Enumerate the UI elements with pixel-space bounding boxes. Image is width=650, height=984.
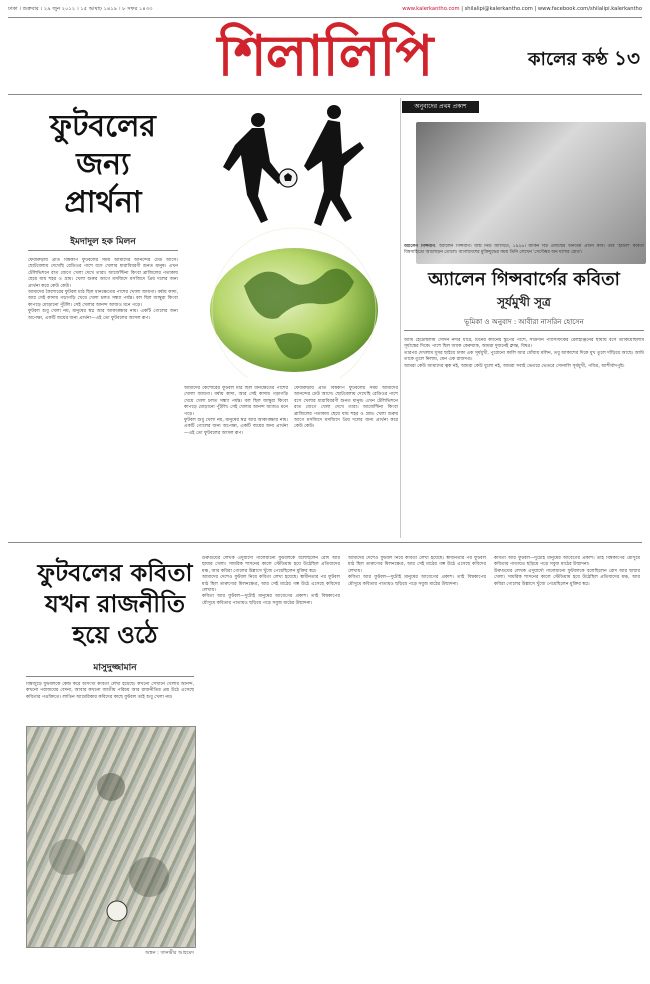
article1-paragraph: আমাদের কৈশোরের ফুটবল মাঠ ছিল ধানক্ষেতের পাশের খোলা জায়গা। বর্ষায় কাদা, আর সেই কাদায় গড়াগড়ি খেয়ে খেলা চলত সন্ধ্যা পর্যন্ত। বল ছিল জাম্বুরা কিংবা কাপড়ে মোড়ানো পুঁটলি। সেই খেলার আনন্দ আজও মনে পড়ে। — [184, 386, 288, 417]
article2-paragraph: আমরা কেউ আমাদের ত্বক নই, আমরা কেউ ধুলো নই, আমরা সবাই ভেতরে ভেতরে সোনালি সূর্যমুখী, পবিত্র, আশীর্বাদপুষ্ট। — [404, 363, 625, 369]
article3-column-1 — [202, 556, 340, 966]
article3-paragraph: উরুগুয়ের লেখক এদুয়ার্দো গালেয়ানো ফুটবলকে বলেছিলেন রোদ আর ছায়ার খেলা। সামরিক শাসনের কালে স্টেডিয়াম হয়ে উঠেছিল প্রতিবাদের মঞ্চ, আর কবিরা গোলের উল্লাসে খুঁজে পেয়েছিলেন মুক্তির স্বপ্ন। — [494, 568, 640, 587]
article1-column-1 — [28, 258, 178, 536]
article3-paragraph: বিশ্বজুড়ে ফুটবলকে কেন্দ্র করে অসংখ্য কবিতা লেখা হয়েছে। কখনো সেখানে খেলার আনন্দ, কখনো পরাজয়ের বেদনা, আবার কখনো জাতীয় পরিচয় আর রাজনীতির প্রশ্ন উঠে এসেছে কবিতার পঙক্তিতে। লাতিন আমেরিকার কবিদের কাছে ফুটবল তাই শুধু খেলা নয়। — [26, 682, 194, 700]
article3-paragraph: আমাদের দেশেও ফুটবল নিয়ে কবিতা লেখা হয়েছে। স্বাধীনতার পর ফুটবল মাঠ ছিল তারুণ্যের মিলনক্ষেত্র, আর সেই মাঠের গল্প উঠে এসেছে কবিদের লেখায়। — [202, 575, 340, 594]
section-rule — [8, 542, 642, 543]
article3-intro — [26, 682, 194, 722]
article2-bio: অ্যালেন গিন্সবার্গ. অ্যালেন গিন্সবার্গ। জন্ম নিউ জার্সিতে, ১৯২৬। মার্কিন বিট প্রজন্মের অন্যতম প্রধান কবি। তাঁর 'হাউল' কবিতা বিশ্বসাহিত্যে আলোড়ন তোলে। বাংলাদেশের মুক্তিযুদ্ধের সময় তিনি লেখেন 'সেপ্টেম্বর অন যশোর রোড'। — [404, 244, 644, 255]
image-caption: অঙ্কন : তানভীর আহমেদ — [145, 950, 194, 956]
article2-paragraph: তারপর দেখলাম ধূসর ছাইয়ে ঢাকা এক সূর্যমুখী, পুরোনো কালি আর ধোঁয়ায় মলিন, তবু আকাশের দিকে মুখ তুলে দাঁড়িয়ে আছে। আমি তাকে তুলে নিলাম, যেন এক রাজদণ্ড। — [404, 350, 644, 363]
article3-paragraph: কবিতা আর ফুটবল—দুটোই মানুষের আবেগের প্রকাশ। তাই বিশ্বকাপের মৌসুমে কবিতার পাতায়ও ছড়িয়ে পড়ে সবুজ মাঠের উন্মাদনা। — [494, 556, 640, 568]
article3-column-2 — [348, 556, 486, 966]
article3-title-line: ফুটবলের কবিতা — [37, 559, 193, 587]
article1-title-line: ফুটবলের — [50, 109, 156, 144]
article2-subtitle: সূর্যমুখী সূত্র — [497, 295, 551, 309]
article2-tag: অনুবাদের প্রথম প্রকাশ — [402, 101, 479, 113]
footballer-silhouette-right — [304, 105, 364, 226]
football-globe-illustration — [184, 96, 398, 378]
article3-paragraph: কবিতা আর ফুটবল—দুটোই মানুষের আবেগের প্রকাশ। তাই বিশ্বকাপের মৌসুমে কবিতার পাতায়ও ছড়িয়ে পড়ে সবুজ মাঠের উন্মাদনা। — [202, 594, 340, 606]
article1-rule — [28, 250, 178, 251]
article2-paragraph: আমি হেঁটেছিলাম সেদিন নদীর ধারে, টিনের ক্যানের স্তূপের পাশে, সাউদার্ন প্যাসিফিকের রেলইঞ্জিনের ছায়ায় বসে তাকিয়েছিলাম সূর্যাস্তের দিকে। পাশে ছিল জ্যাক কেরুয়াক, আমরা দুজনেই ক্লান্ত, বিষণ্ণ। — [404, 338, 644, 350]
dateline: ঢাকা । শুক্রবার । ২৯ জুন ২০১২ । ১৫ আষাঢ় ১৪১৯ । ৮ সফর ১৪৩৩ — [8, 6, 153, 12]
painting-figures — [27, 727, 195, 947]
photo-caption: অ্যালেন গিন্সবার্গ — [404, 244, 436, 249]
article1-author: ইমদাদুল হক মিলন — [70, 237, 136, 247]
article1-column-2 — [184, 386, 288, 536]
article1-paragraph: ফেবারুড়ায় প্রতি বিশ্বকাপ ফুটবলের সময় আমাদের আনন্দের ঢেউ আসে। ছোটবেলায় দেখেছি রেডিওর পাশে বসে খেলার ধারাবিবরণী শুনত মানুষ। এখন টেলিভিশনে রাত জেগে খেলা দেখে তারা। আর্জেন্টিনা কিংবা ব্রাজিলের পতাকায় ছেয়ে যায় শহর ও গ্রাম। খেলা শুরুর আগে মসজিদে মসজিদে প্রিয় দলের জন্য প্রার্থনা করে কেউ কেউ। — [28, 258, 178, 289]
article1-paragraph: আমাদের কৈশোরের ফুটবল মাঠ ছিল ধানক্ষেতের পাশের খোলা জায়গা। বর্ষায় কাদা, আর সেই কাদায় গড়াগড়ি খেয়ে খেলা চলত সন্ধ্যা পর্যন্ত। বল ছিল জাম্বুরা কিংবা কাপড়ে মোড়ানো পুঁটলি। সেই খেলার আনন্দ আজও মনে পড়ে। — [28, 290, 178, 308]
column-divider — [400, 98, 401, 538]
article3-paragraph: আমাদের দেশেও ফুটবল নিয়ে কবিতা লেখা হয়েছে। স্বাধীনতার পর ফুটবল মাঠ ছিল তারুণ্যের মিলনক্ষেত্র, আর সেই মাঠের গল্প উঠে এসেছে কবিদের লেখায়। — [348, 556, 486, 574]
article3-column-3 — [494, 556, 640, 966]
article1-column-3 — [294, 386, 398, 536]
article3-rule — [26, 676, 194, 677]
paper-name-block — [528, 44, 640, 77]
article1-title-line: প্রার্থনা — [64, 185, 142, 220]
article3-paragraph: কবিতা আর ফুটবল—দুটোই মানুষের আবেগের প্রকাশ। তাই বিশ্বকাপের মৌসুমে কবিতার পাতায়ও ছড়িয়ে পড়ে সবুজ মাঠের উন্মাদনা। — [348, 575, 486, 587]
poet-bio: অ্যালেন গিন্সবার্গ। জন্ম নিউ জার্সিতে, ১৯২৬। মার্কিন বিট প্রজন্মের অন্যতম প্রধান কবি। তাঁর 'হাউল' কবিতা বিশ্বসাহিত্যে আলোড়ন তোলে। বাংলাদেশের মুক্তিযুদ্ধের সময় তিনি লেখেন 'সেপ্টেম্বর অন যশোর রোড'। — [404, 244, 644, 255]
article3-author: মাসুদুজ্জামান — [93, 663, 137, 673]
article2-body — [404, 338, 644, 536]
article1-title-line: জন্য — [76, 147, 130, 182]
top-rule — [8, 17, 642, 18]
article1-title — [28, 108, 178, 222]
article1-paragraph: ফুটবল শুধু খেলা নয়, মানুষের স্বপ্ন আর আকাঙ্ক্ষার নাম। একটি গোলের জন্য অপেক্ষা, একটি জয়ের জন্য প্রার্থনা—এই তো ফুটবলের আসল রূপ। — [28, 309, 178, 321]
article2-rule — [404, 330, 644, 331]
top-line — [8, 4, 642, 16]
footballer-silhouette-left — [223, 113, 284, 223]
masthead-title: শিলালিপি — [217, 24, 433, 89]
article3-paragraph: উরুগুয়ের লেখক এদুয়ার্দো গালেয়ানো ফুটবলকে বলেছিলেন রোদ আর ছায়ার খেলা। সামরিক শাসনের কালে স্টেডিয়াম হয়ে উঠেছিল প্রতিবাদের মঞ্চ, আর কবিরা গোলের উল্লাসে খুঁজে পেয়েছিলেন মুক্তির স্বপ্ন। — [202, 556, 340, 574]
football-painting — [26, 726, 196, 948]
masthead-rule — [8, 94, 642, 95]
painted-ball-icon — [107, 901, 127, 921]
poet-photo — [416, 122, 646, 264]
article3-title-line: হয়ে ওঠে — [72, 621, 158, 649]
article1-paragraph: ফেবারুড়ায় প্রতি বিশ্বকাপ ফুটবলের সময় আমাদের আনন্দের ঢেউ আসে। ছোটবেলায় দেখেছি রেডিওর পাশে বসে খেলার ধারাবিবরণী শুনত মানুষ। এখন টেলিভিশনে রাত জেগে খেলা দেখে তারা। আর্জেন্টিনা কিংবা ব্রাজিলের পতাকায় ছেয়ে যায় শহর ও গ্রাম। খেলা শুরুর আগে মসজিদে মসজিদে প্রিয় দলের জন্য প্রার্থনা করে কেউ কেউ। — [294, 386, 398, 430]
article2-translator: ভূমিকা ও অনুবাদ : আবীরা নাসরিন হোসেন — [464, 318, 584, 326]
page-number: ১৩ — [614, 46, 640, 70]
article2-title: অ্যালেন গিন্সবার্গের কবিতা — [428, 269, 620, 290]
paper-name: কালের কণ্ঠ — [528, 49, 608, 70]
site-links: www.kalerkantho.com | shilalipi@kalerkantho.com | www.facebook.com/shilalipi.kalerkantho — [402, 6, 642, 12]
email-facebook-links[interactable]: shilalipi@kalerkantho.com | www.facebook.com/shilalipi.kalerkantho — [464, 6, 642, 12]
article1-paragraph: ফুটবল শুধু খেলা নয়, মানুষের স্বপ্ন আর আকাঙ্ক্ষার নাম। একটি গোলের জন্য অপেক্ষা, একটি জয়ের জন্য প্রার্থনা—এই তো ফুটবলের আসল রূপ। — [184, 418, 288, 436]
article3-title — [20, 558, 210, 651]
article3-title-line: যখন রাজনীতি — [45, 590, 185, 618]
web-link[interactable]: www.kalerkantho.com — [402, 6, 460, 12]
